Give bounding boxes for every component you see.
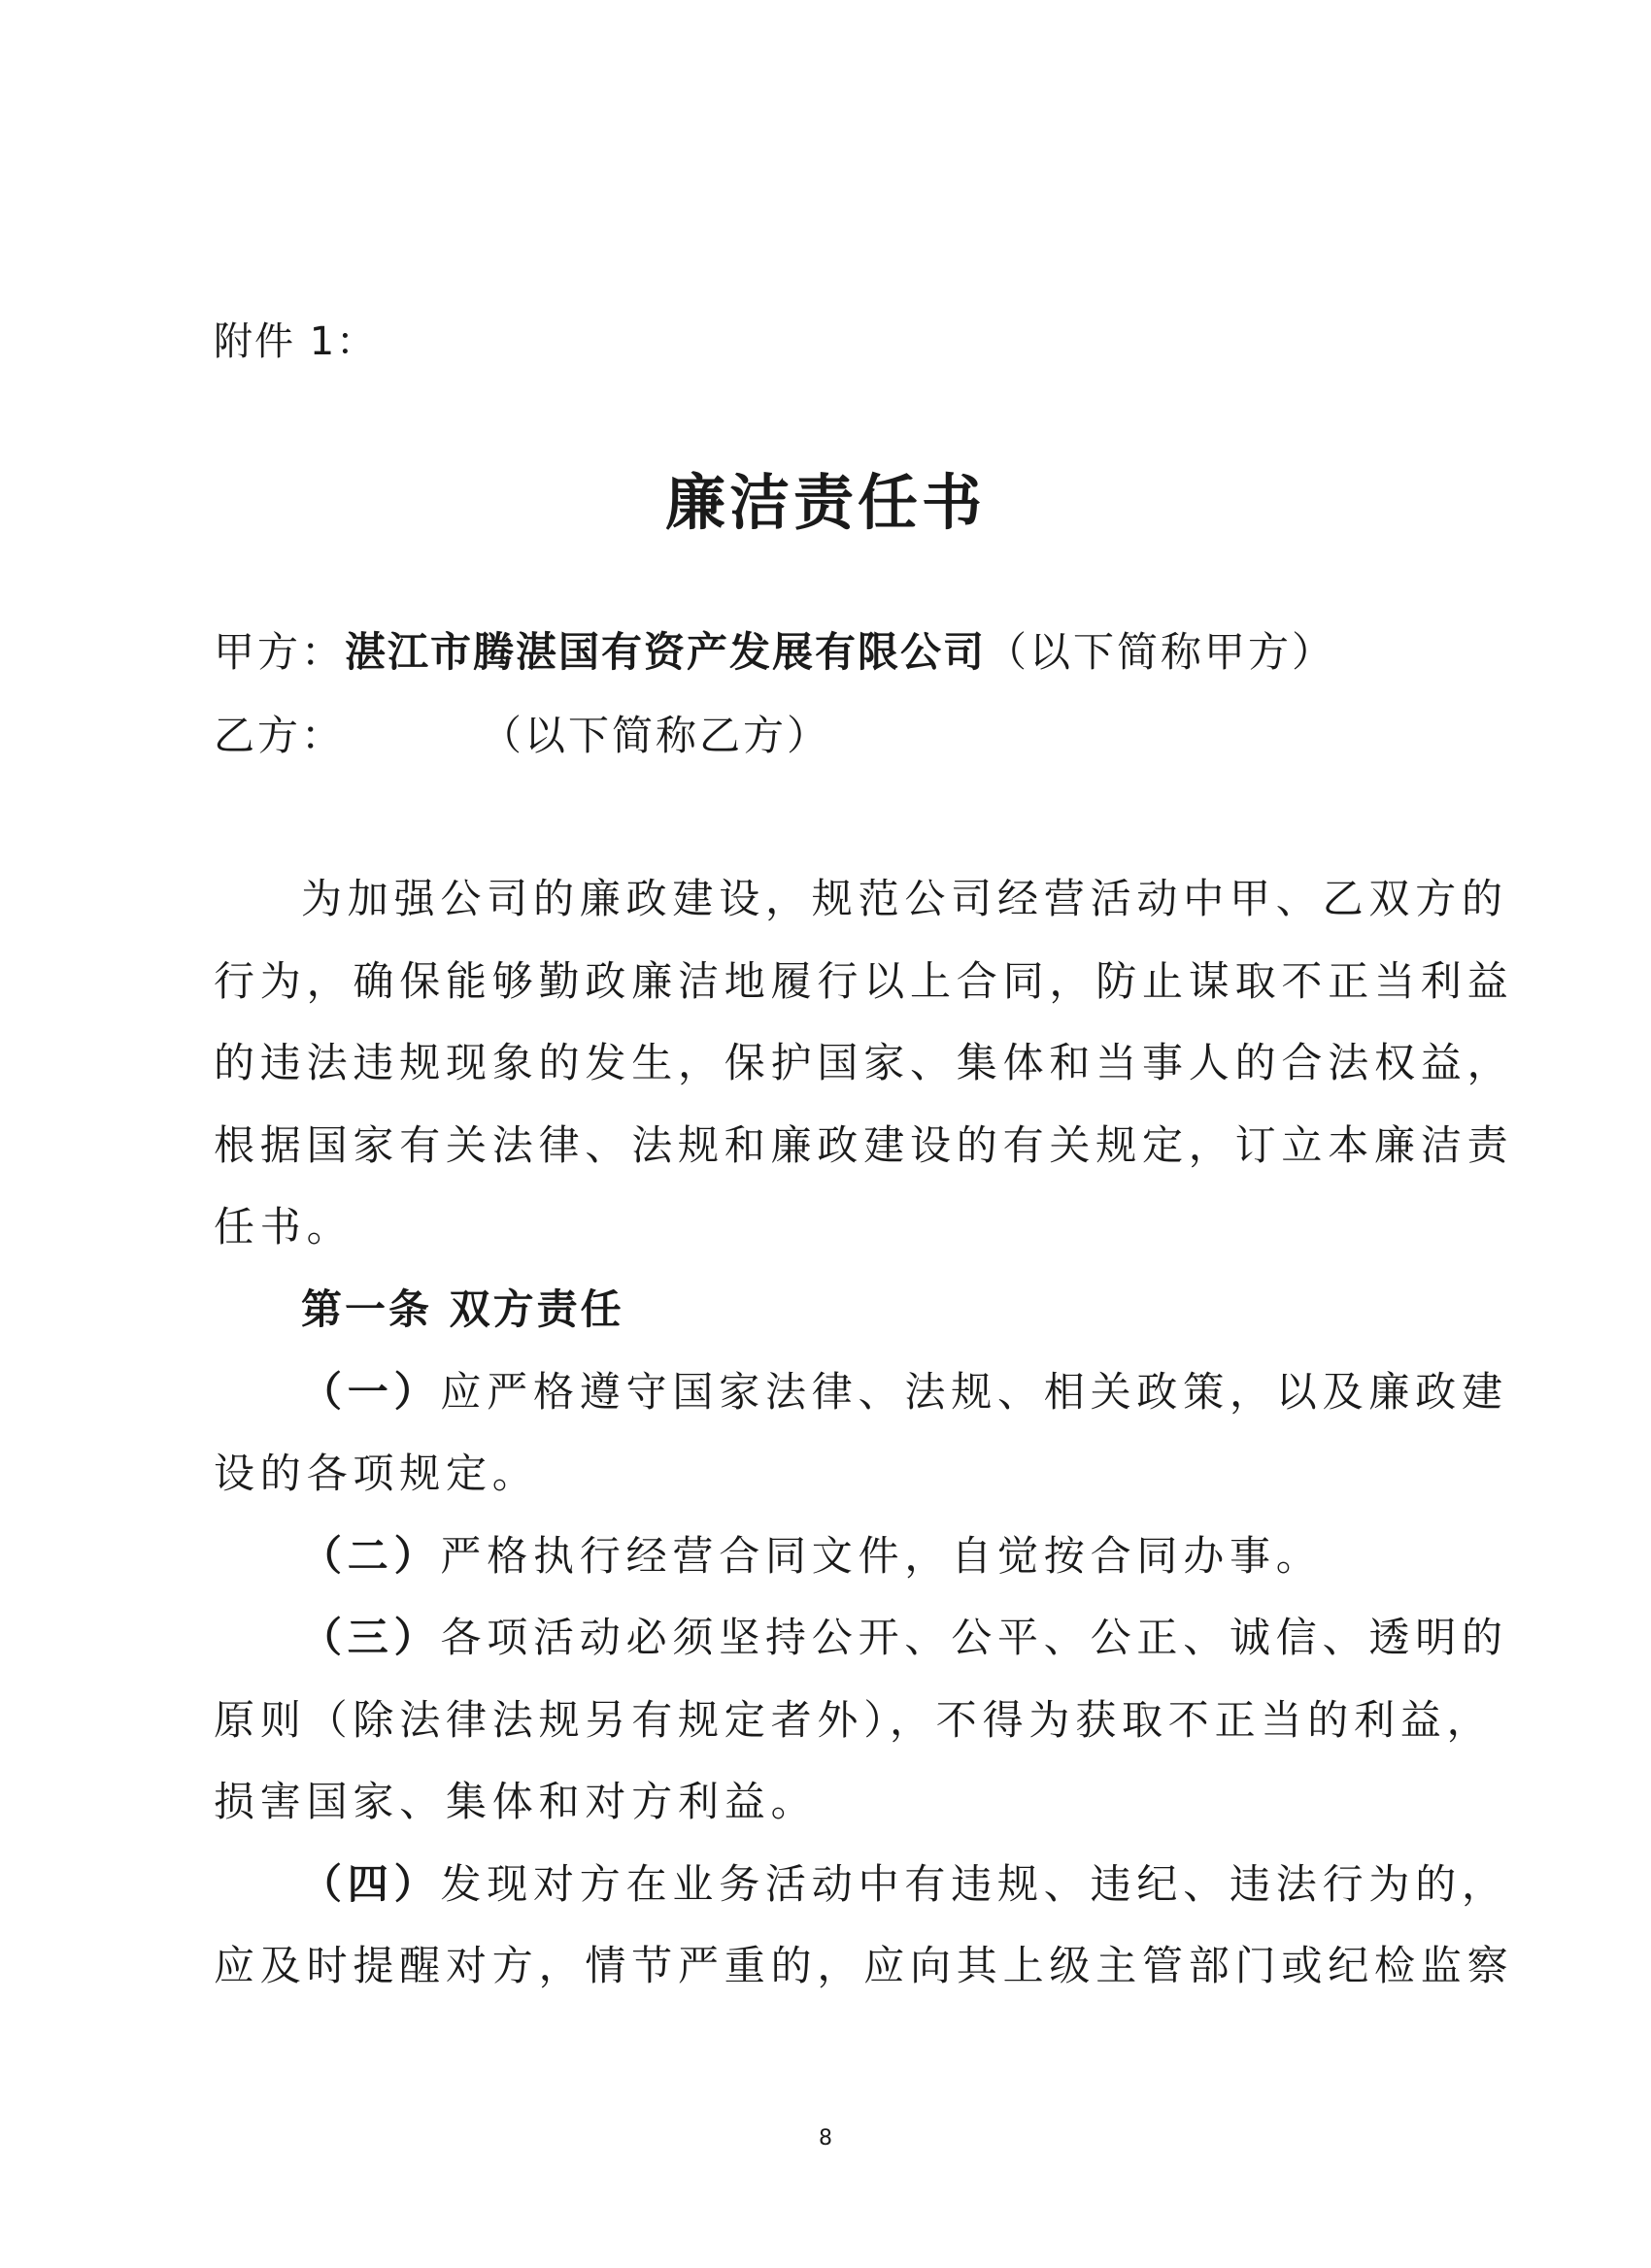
item-text-continued: 应及时提醒对方，情节严重的，应向其上级主管部门或纪检监察 <box>214 1942 1514 1989</box>
item-text: 应严格遵守国家法律、法规、相关政策，以及廉政建 <box>440 1367 1508 1416</box>
item-text-continued: 损害国家、集体和对方利益。 <box>214 1778 818 1825</box>
party-b-label: 乙方： <box>214 712 346 759</box>
intro-line: 为加强公司的廉政建设，规范公司经营活动中甲、乙双方的 <box>301 875 1508 922</box>
article-item-1 <box>214 1351 1508 1434</box>
intro-line: 任书。 <box>214 1203 354 1251</box>
item-text: 严格执行经营合同文件，自觉按合同办事。 <box>440 1531 1323 1580</box>
party-a-note: （以下简称甲方） <box>986 628 1336 676</box>
item-text-continued: 原则（除法律法规另有规定者外），不得为获取不正当的利益， <box>214 1695 1494 1744</box>
item-marker: （一） <box>301 1367 441 1416</box>
item-text: 各项活动必须坚持公开、公平、公正、诚信、透明的 <box>440 1614 1508 1661</box>
item-marker: （三） <box>301 1614 441 1661</box>
party-b-line <box>214 707 830 765</box>
party-a-label: 甲方： <box>214 628 346 676</box>
intro-line: 行为，确保能够勤政廉洁地履行以上合同，防止谋取不正当利益 <box>214 956 1514 1005</box>
intro-paragraph <box>214 858 1514 1269</box>
page-number: 8 <box>819 2126 832 2151</box>
party-b-note: （以下简称乙方） <box>481 712 831 759</box>
party-a-line <box>214 623 1335 682</box>
item-marker: （二） <box>301 1531 441 1580</box>
article-item-4 <box>214 1844 1508 1926</box>
article-item-3 <box>214 1597 1508 1680</box>
intro-line: 根据国家有关法律、法规和廉政建设的有关规定，订立本廉洁责 <box>214 1120 1514 1169</box>
document-title: 廉洁责任书 <box>664 467 986 538</box>
item-marker: （四） <box>301 1859 441 1908</box>
article-one-heading: 第一条 双方责任 <box>301 1285 624 1333</box>
attachment-label: 附件 1： <box>214 319 378 364</box>
article-item-2 <box>214 1516 1439 1598</box>
party-a-company: 湛江市腾湛国有资产发展有限公司 <box>345 628 987 676</box>
intro-line: 的违法违规现象的发生，保护国家、集体和当事人的合法权益， <box>214 1039 1514 1086</box>
article-one <box>214 1269 1514 2008</box>
item-text-continued: 设的各项规定。 <box>214 1450 539 1497</box>
item-text: 发现对方在业务活动中有违规、违纪、违法行为的， <box>440 1859 1508 1908</box>
